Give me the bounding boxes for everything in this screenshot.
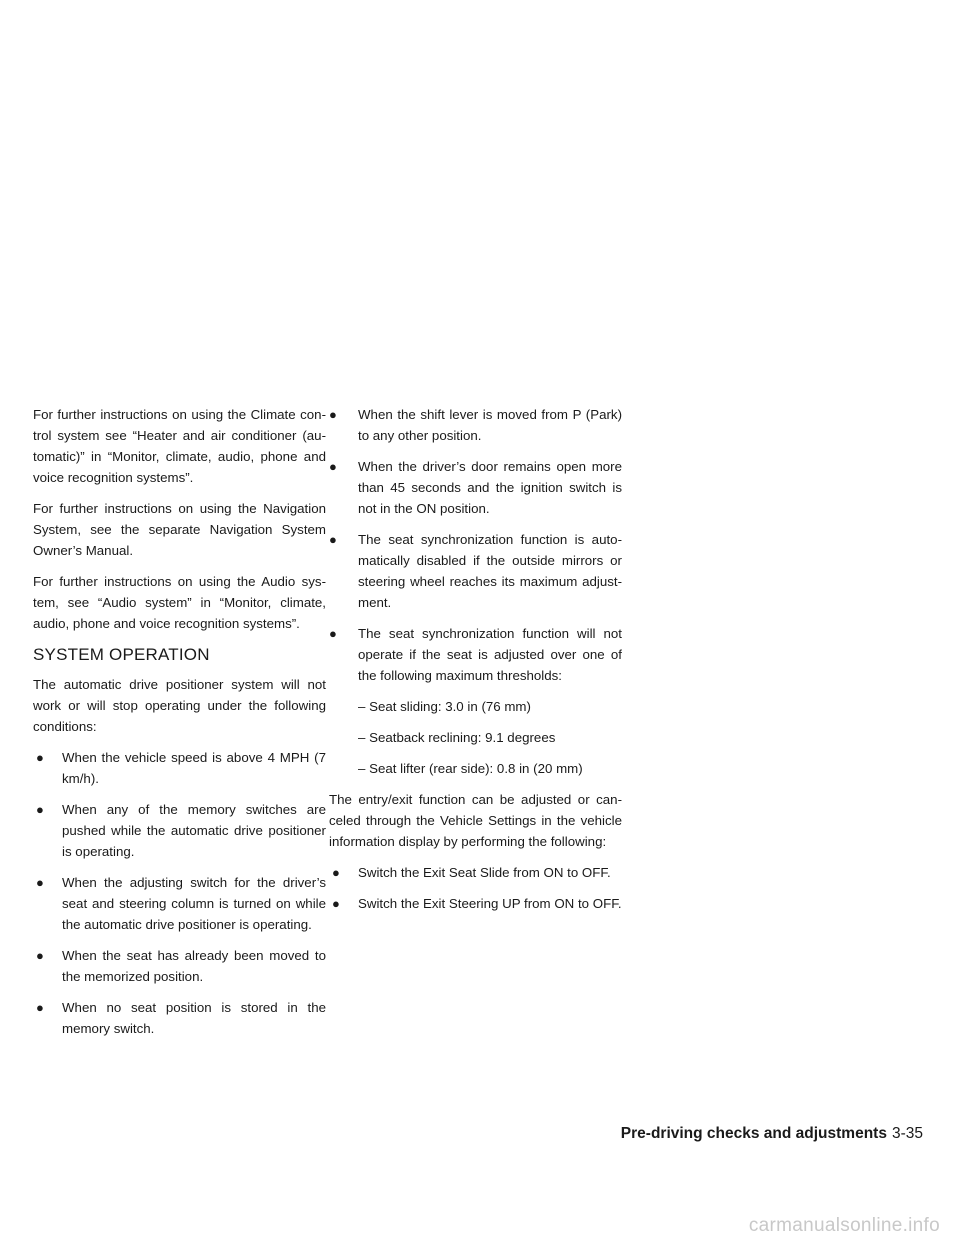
bullet-icon: ● — [329, 407, 337, 422]
list-item: ● The seat synchronization function will not operate if the seat is adjusted over one of the following maximum thresholds: — [329, 623, 622, 686]
bullet-icon: ● — [332, 896, 340, 911]
list-item: ● When the driver’s door remains open more than 45 seconds and the ignition switch is not in the ON position. — [329, 456, 622, 519]
right-column — [329, 404, 622, 924]
conditions-list-continued — [329, 404, 622, 686]
bullet-icon: ● — [329, 626, 337, 641]
threshold-item: – Seatback reclining: 9.1 degrees — [358, 730, 556, 745]
bullet-icon: ● — [36, 750, 44, 765]
conditions-list — [33, 747, 326, 1039]
page-footer — [621, 1125, 923, 1143]
list-item: ● When the vehicle speed is above 4 MPH (7 km/h). — [33, 747, 326, 789]
list-item: ● When no seat position is stored in the memory switch. — [33, 997, 326, 1039]
watermark: carmanualsonline.info — [748, 1215, 940, 1236]
left-column — [33, 404, 326, 1049]
bullet-icon: ● — [332, 865, 340, 880]
paragraph-intro: The automatic drive positioner system will not work or will stop operating under the following conditions: — [33, 677, 326, 734]
footer-section-title: Pre-driving checks and adjustments — [620, 1125, 887, 1142]
paragraph-climate: For further instructions on using the Climate control system see “Heater and air conditioner (automatic)” in “Monitor, climate, audio, phone and voice recognition systems”. — [33, 407, 326, 485]
list-item: ● When any of the memory switches are pushed while the automatic drive positioner is operating. — [33, 799, 326, 862]
thresholds-list — [329, 696, 622, 779]
bullet-icon: ● — [36, 802, 44, 817]
paragraph-audio: For further instructions on using the Audio system, see “Audio system” in “Monitor, climate, audio, phone and voice recognition systems”. — [33, 574, 326, 631]
list-item: ● The seat synchronization function is automatically disabled if the outside mirrors or steering wheel reaches its maximum adjustment. — [329, 529, 622, 613]
list-item: ● Switch the Exit Seat Slide from ON to OFF. — [329, 862, 622, 883]
bullet-icon: ● — [36, 948, 44, 963]
bullet-icon: ● — [329, 532, 337, 547]
list-item: ● When the shift lever is moved from P (Park) to any other position. — [329, 404, 622, 446]
list-item: ● When the adjusting switch for the driver’s seat and steering column is turned on while the automatic drive positioner is operating. — [33, 872, 326, 935]
page-number: 3-35 — [891, 1125, 923, 1142]
steps-list — [329, 862, 622, 914]
list-item: ● When the seat has already been moved to the memorized position. — [33, 945, 326, 987]
bullet-icon: ● — [329, 459, 337, 474]
list-item: ● Switch the Exit Steering UP from ON to OFF. — [329, 893, 622, 914]
bullet-icon: ● — [36, 1000, 44, 1015]
threshold-item: – Seat lifter (rear side): 0.8 in (20 mm) — [358, 761, 583, 776]
paragraph-entry-exit: The entry/exit function can be adjusted or canceled through the Vehicle Settings in the vehicle information display by performing the following: — [329, 792, 622, 849]
paragraph-navigation: For further instructions on using the Navigation System, see the separate Navigation System Owner’s Manual. — [33, 501, 326, 558]
bullet-icon: ● — [36, 875, 44, 890]
threshold-item: – Seat sliding: 3.0 in (76 mm) — [358, 699, 531, 714]
section-heading: SYSTEM OPERATION — [33, 645, 210, 664]
